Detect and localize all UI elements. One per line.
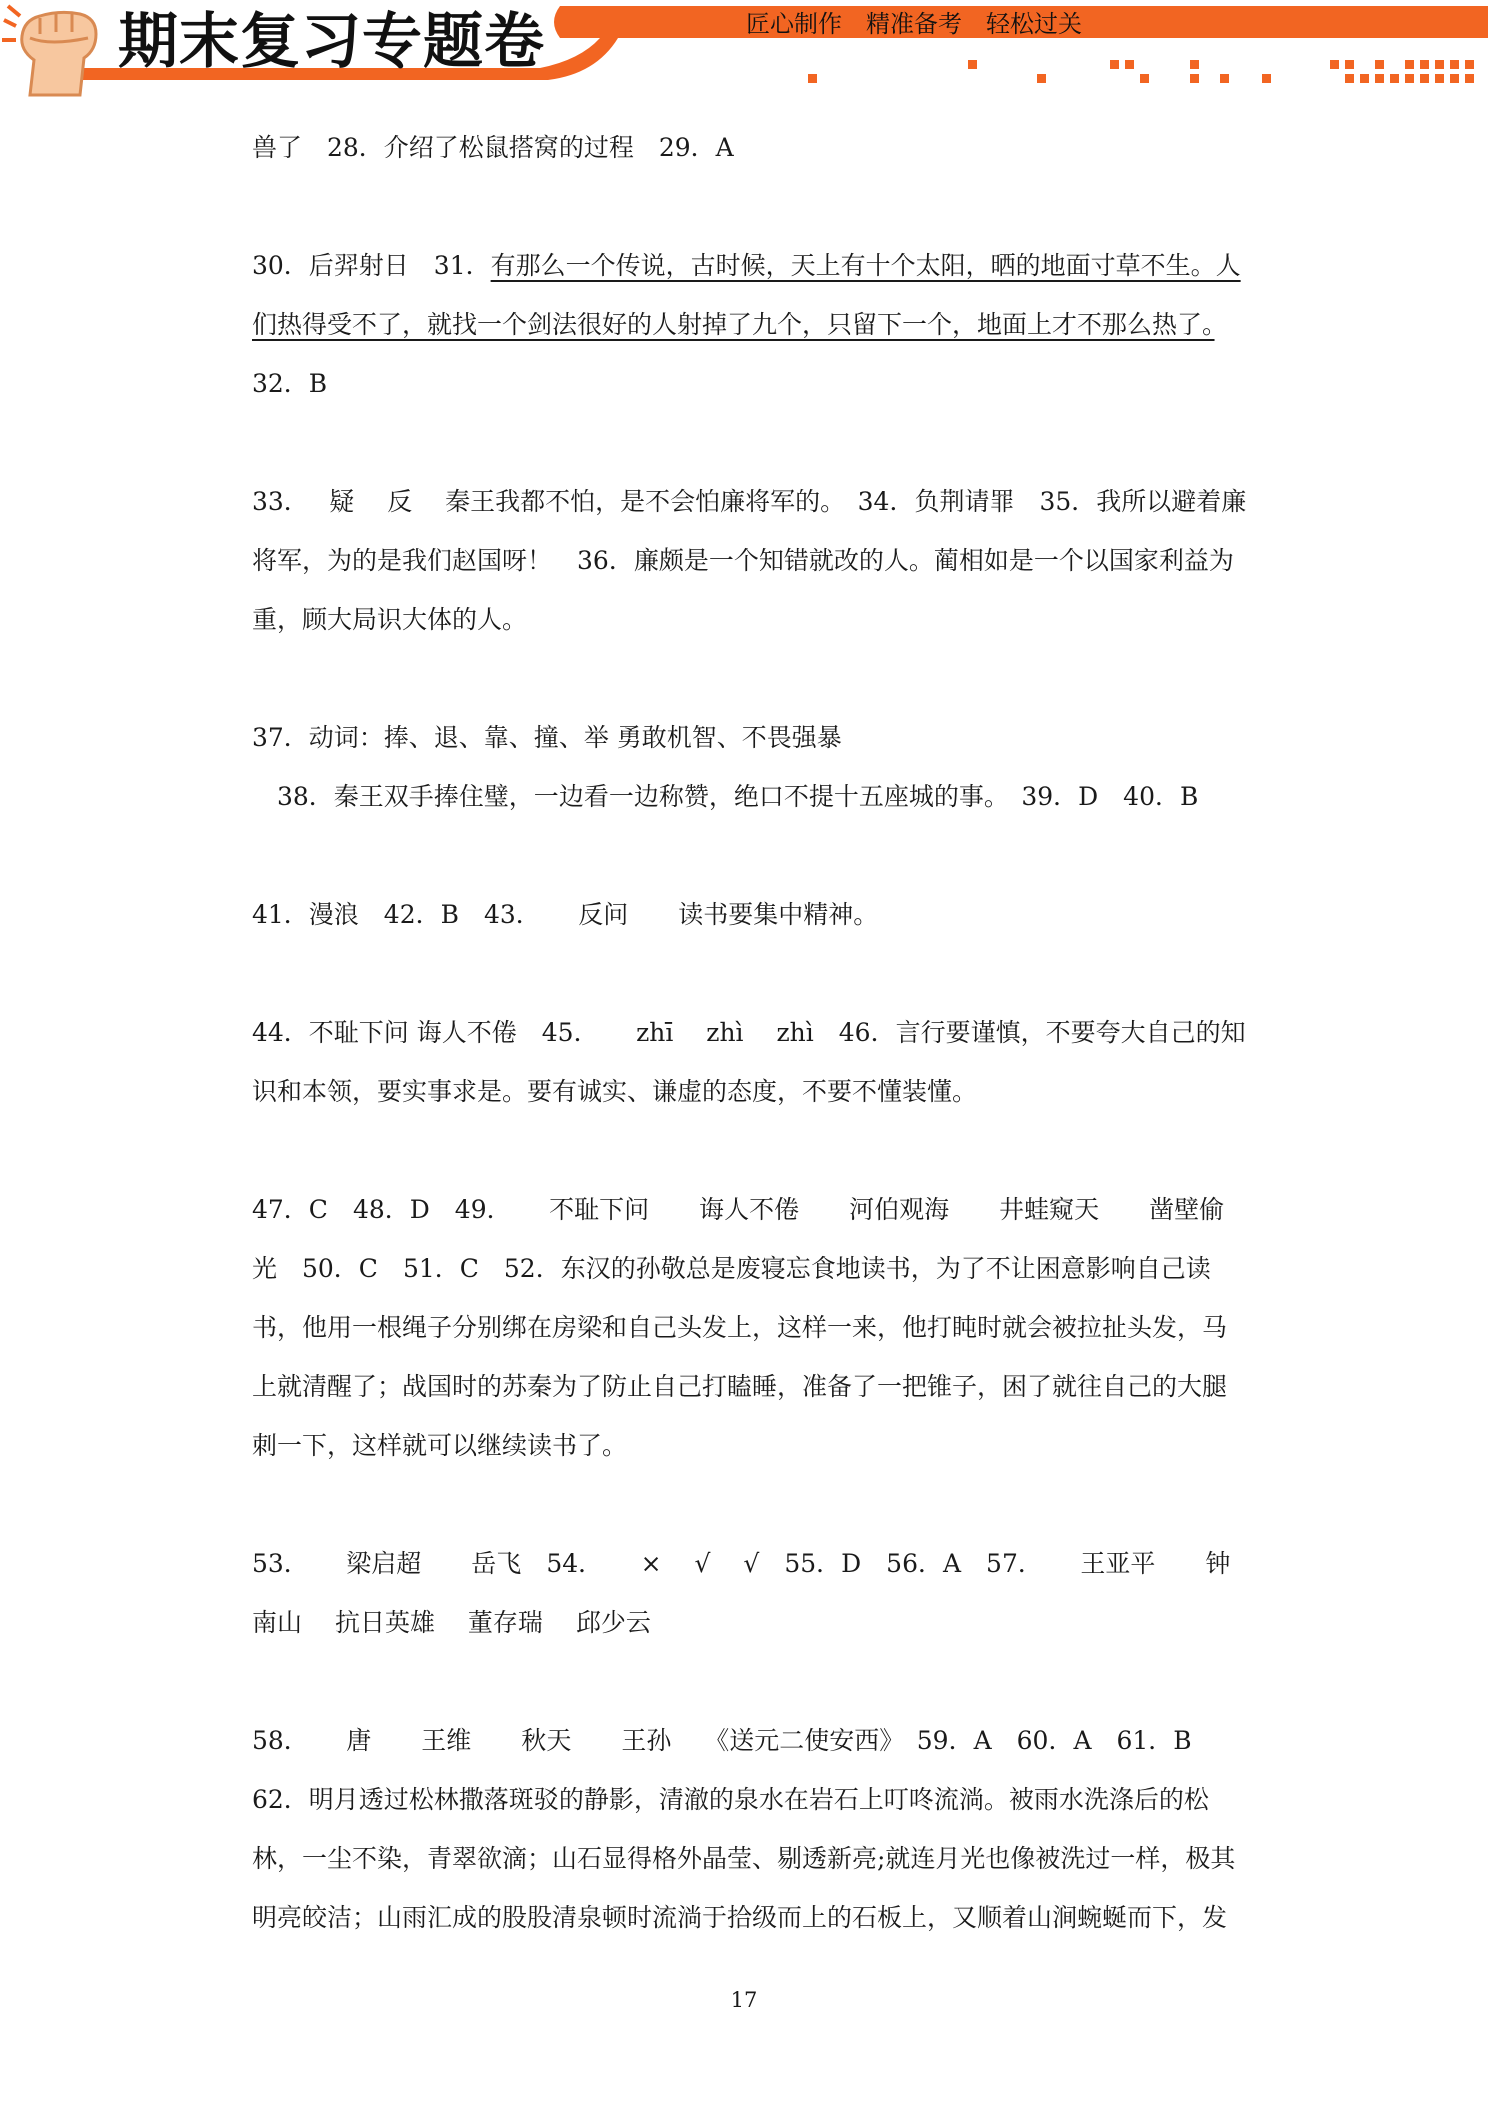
answer-para-33-36: 33． 疑 反 秦王我都不怕，是不会怕廉将军的。 34．负荆请罪 35．我所以避着廉将军，为的是我们赵国呀！ 36．廉颇是一个知错就改的人。蔺相如是一个以国家利益为重，顾大局识大体的人。: [252, 487, 1247, 634]
answer-para-27-29: 兽了 28．介绍了松鼠搭窝的过程 29．A: [252, 133, 734, 162]
dot-pattern: [808, 60, 1474, 83]
answer-para-41-43: 41．漫浪 42．B 43． 反问 读书要集中精神。: [252, 900, 879, 929]
answer-32: 32．B: [252, 310, 1240, 398]
answer-content: [252, 118, 1248, 1947]
answer-para-37: 37．动词：捧、退、靠、撞、举 勇敢机智、不畏强暴: [252, 723, 842, 752]
page-header: [0, 0, 1488, 100]
header-title: 期末复习专题卷: [118, 7, 545, 77]
answer-30-31-label: 30．后羿射日 31．: [252, 251, 491, 280]
answer-para-38-40: 38．秦王双手捧住璧，一边看一边称赞，绝口不提十五座城的事。 39．D 40．B: [252, 782, 1199, 811]
answer-31-underlined: 有那么一个传说，古时候，天上有十个太阳，晒的地面寸草不生。人们热得受不了，就找一个剑法很好的人射掉了九个，只留下一个，地面上才不那么热了。: [252, 251, 1241, 339]
answer-para-53-57: 53． 梁启超 岳飞 54． × √ √ 55．D 56．A 57． 王亚平 钟南山 抗日英雄 董存瑞 邱少云: [252, 1549, 1231, 1637]
answer-para-47-52: 47．C 48．D 49． 不耻下问 诲人不倦 河伯观海 井蛙窥天 凿壁偷光 50．C 51．C 52．东汉的孙敬总是废寝忘食地读书，为了不让困意影响自己读书，他用一根绳子分别绑在房梁和自己头发上，这样一来，他打盹时就会被拉扯头发，马上就清醒了；战国时的苏秦为了防止自己打瞌睡，准备了一把锥子，困了就往自己的大腿刺一下，这样就可以继续读书了。: [252, 1195, 1228, 1460]
fist-icon: [0, 0, 120, 100]
answer-para-44-46: 44．不耻下问 诲人不倦 45． zhī zhì zhì 46．言行要谨慎，不要夸大自己的知识和本领，要实事求是。要有诚实、谦虚的态度，不要不懂装懂。: [252, 1018, 1246, 1106]
answer-para-58-62: 58． 唐 王维 秋天 王孙 《送元二使安西》 59．A 60．A 61．B 62．明月透过松林撒落斑驳的静影，清澈的泉水在岩石上叮咚流淌。被雨水洗涤后的松林，一尘不染，青翠欲滴；山石显得格外晶莹、剔透新亮;就连月光也像被洗过一样，极其明亮皎洁；山雨汇成的股股清泉顿时流淌于拾级而上的石板上，又顺着山涧蜿蜒而下，发: [252, 1726, 1236, 1932]
page-number: 17: [730, 1988, 758, 2012]
answer-para-30-32: [252, 236, 1248, 413]
header-slogan: 匠心制作 精准备考 轻松过关: [746, 10, 1082, 38]
